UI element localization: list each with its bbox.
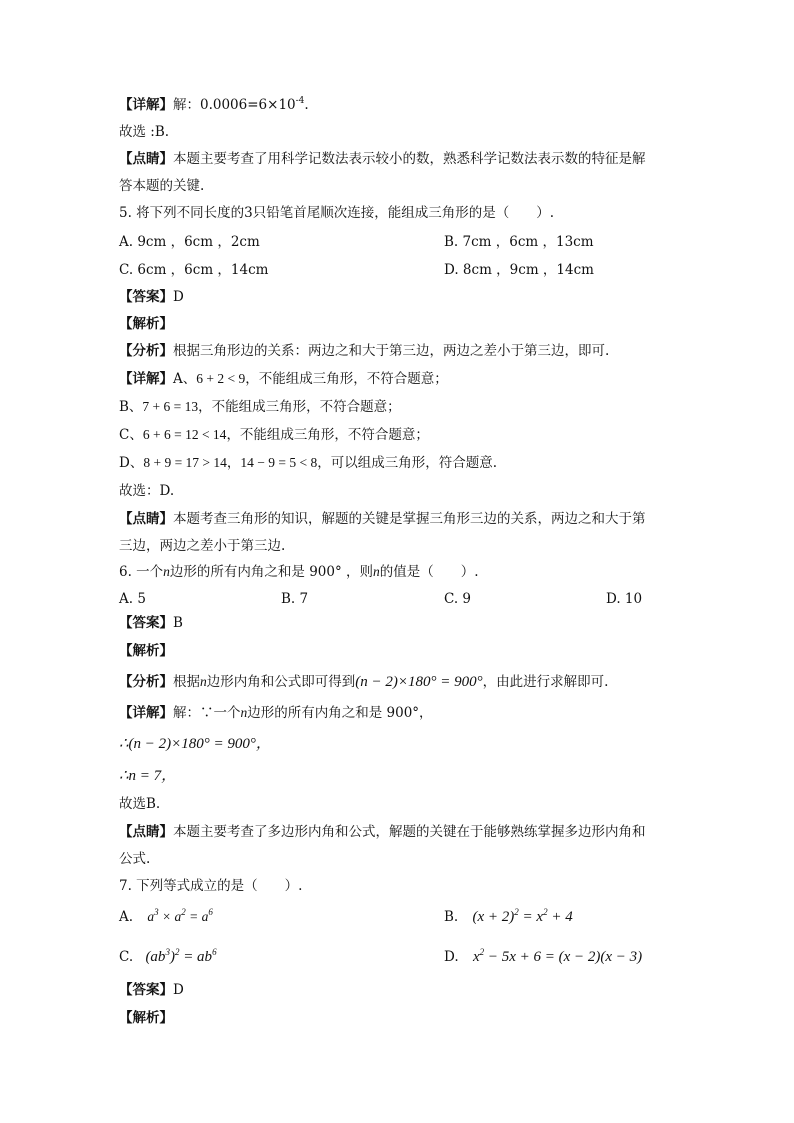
q6-option-a: A. 5 [119,591,146,607]
analysis-tag: 【解析】 [119,643,173,659]
detail-tag: 【详解】 [119,371,173,387]
q6-detail-b: 边形的所有内角之和是 900°， [247,705,433,721]
q7-option-d-label: D. [444,949,459,965]
q5-option-b: B. 7cm ，6cm ，13cm [444,234,594,250]
q5-option-a: A. 9cm ，6cm ，2cm [119,234,260,250]
q5-detail-a-math: 6 + 2 < 9 [196,371,246,386]
q5-detail-a [119,369,448,389]
q5-detail-d-sep: ， [226,455,241,471]
q4-detail [119,95,309,115]
q5-detail-d [119,453,497,473]
q5-stem: 5. 将下列不同长度的3只铅笔首尾顺次连接，能组成三角形的是（ ）. [119,205,555,221]
q7-option-d-formula: $x^2 - 5x + 6 = (x - 2)(x - 3)$ [472,947,643,965]
q6-option-c: C. 9 [444,591,472,607]
q5-detail-c [119,425,429,445]
q6-comment-line2: 公式. [119,851,151,867]
q6-comment-line1: 本题主要考查了多边形内角和公式，解题的关键在于能够熟练掌握多边形内角和 [173,824,646,840]
q6-stem-n: n [163,564,170,579]
analysis-tag: 【解析】 [119,1010,173,1026]
q5-detail-b-text: ，不能组成三角形，不符合题意； [198,399,401,415]
q6-step2: ∴n = 7， [119,768,177,784]
q6-fenxi-c: ，由此进行求解即可. [482,674,609,690]
q5-detail-d-math1: 8 + 9 = 17 > 14 [143,455,227,470]
q6-fenxi-b: 边形内角和公式即可得到 [206,674,356,690]
q5-answer [119,287,184,307]
q7-analysis [119,1008,173,1028]
q7-option-d [444,947,642,967]
q5-detail-c-text: ，不能组成三角形，不符合题意； [226,427,429,443]
q7-option-c [119,947,217,967]
q4-choice: 故选 :B. [119,124,170,140]
q6-stem-n2: n [373,564,380,579]
q5-detail-b [119,397,401,417]
q6-fenxi-math: (n − 2)×180° = 900° [355,674,483,690]
analysis-tag: 【解析】 [119,316,173,332]
q6-fenxi [119,672,608,692]
q5-comment-line1: 本题考查三角形的知识，解题的关键是掌握三角形三边的关系，两边之和大于第 [173,511,646,527]
q5-comment-line2: 三边，两边之差小于第三边. [119,538,286,554]
q6-stem-c: 的值是（ ）. [379,564,479,580]
q5-detail-c-prefix: C、 [119,427,143,443]
comment-tag: 【点睛】 [119,151,173,167]
q6-detail-n: n [240,705,248,720]
comment-tag: 【点睛】 [119,824,173,840]
q6-detail-a: 解：∵一个 [173,705,241,721]
q5-detail-d-prefix: D、 [119,455,144,471]
q7-option-b [444,907,573,927]
q6-stem-b: 边形的所有内角之和是 900° ，则 [169,564,374,580]
q6-answer-value: B [173,615,183,631]
answer-tag: 【答案】 [119,289,173,305]
q5-option-d: D. 8cm ，9cm ，14cm [444,262,594,278]
q4-detail-exp: -4 [295,96,305,106]
q7-option-a-formula: $a^3 \times a^2 = a^6$ [147,907,213,924]
q4-comment [119,149,646,169]
q7-option-a-label: A. [119,909,134,925]
q7-option-c-label: C. [119,949,134,965]
q5-detail-b-math: 7 + 6 = 13 [142,399,199,414]
q6-detail [119,703,433,723]
q4-comment-line2: 答本题的关键. [119,178,205,194]
q4-detail-text: 解：0.0006=6×10 [173,97,296,113]
q5-detail-a-text: ，不能组成三角形，不符合题意； [245,371,448,387]
q5-fenxi [119,341,609,361]
q7-option-b-label: B. [444,909,459,925]
q6-answer [119,613,183,633]
q7-option-a [119,907,213,927]
q5-analysis [119,314,173,334]
q6-stem [119,562,479,582]
q4-detail-end: . [304,97,309,113]
q6-option-d: D. 10 [606,591,643,607]
q7-option-c-formula: $(ab^3)^2 = ab^6$ [145,947,217,965]
q5-detail-d-math2: 14 − 9 = 5 < 8 [240,455,318,470]
q7-option-b-formula: $(x + 2)^2 = x^2 + 4$ [472,907,573,925]
fenxi-tag: 【分析】 [119,343,173,359]
q6-option-b: B. 7 [281,591,309,607]
q6-fenxi-n: n [200,674,207,689]
q5-comment [119,509,646,529]
q5-detail-c-math: 6 + 6 = 12 < 14 [142,427,227,442]
q5-detail-b-prefix: B、 [119,399,143,415]
q5-fenxi-text: 根据三角形边的关系：两边之和大于第三边，两边之差小于第三边，即可. [173,343,610,359]
comment-tag: 【点睛】 [119,511,173,527]
q4-comment-line1: 本题主要考查了用科学记数法表示较小的数，熟悉科学记数法表示数的特征是解 [173,151,646,167]
q5-option-c: C. 6cm ，6cm ，14cm [119,262,269,278]
q5-choice: 故选：D. [119,483,175,499]
answer-tag: 【答案】 [119,615,173,631]
q6-choice: 故选B. [119,796,161,812]
q6-stem-a: 6. 一个 [119,564,164,580]
q5-detail-a-prefix: A、 [173,371,197,387]
q6-comment [119,822,646,842]
detail-tag: 【详解】 [119,97,173,113]
q6-step1: ∴(n − 2)×180° = 900°， [119,736,271,752]
answer-tag: 【答案】 [119,982,173,998]
fenxi-tag: 【分析】 [119,674,173,690]
q5-answer-value: D [173,289,184,305]
q6-analysis [119,641,173,661]
q7-answer-value: D [173,982,184,998]
q6-fenxi-a: 根据 [173,674,200,690]
q5-detail-d-text: ，可以组成三角形，符合题意. [317,455,498,471]
detail-tag: 【详解】 [119,705,173,721]
q7-answer [119,980,184,1000]
q7-stem: 7. 下列等式成立的是（ ）. [119,878,303,894]
